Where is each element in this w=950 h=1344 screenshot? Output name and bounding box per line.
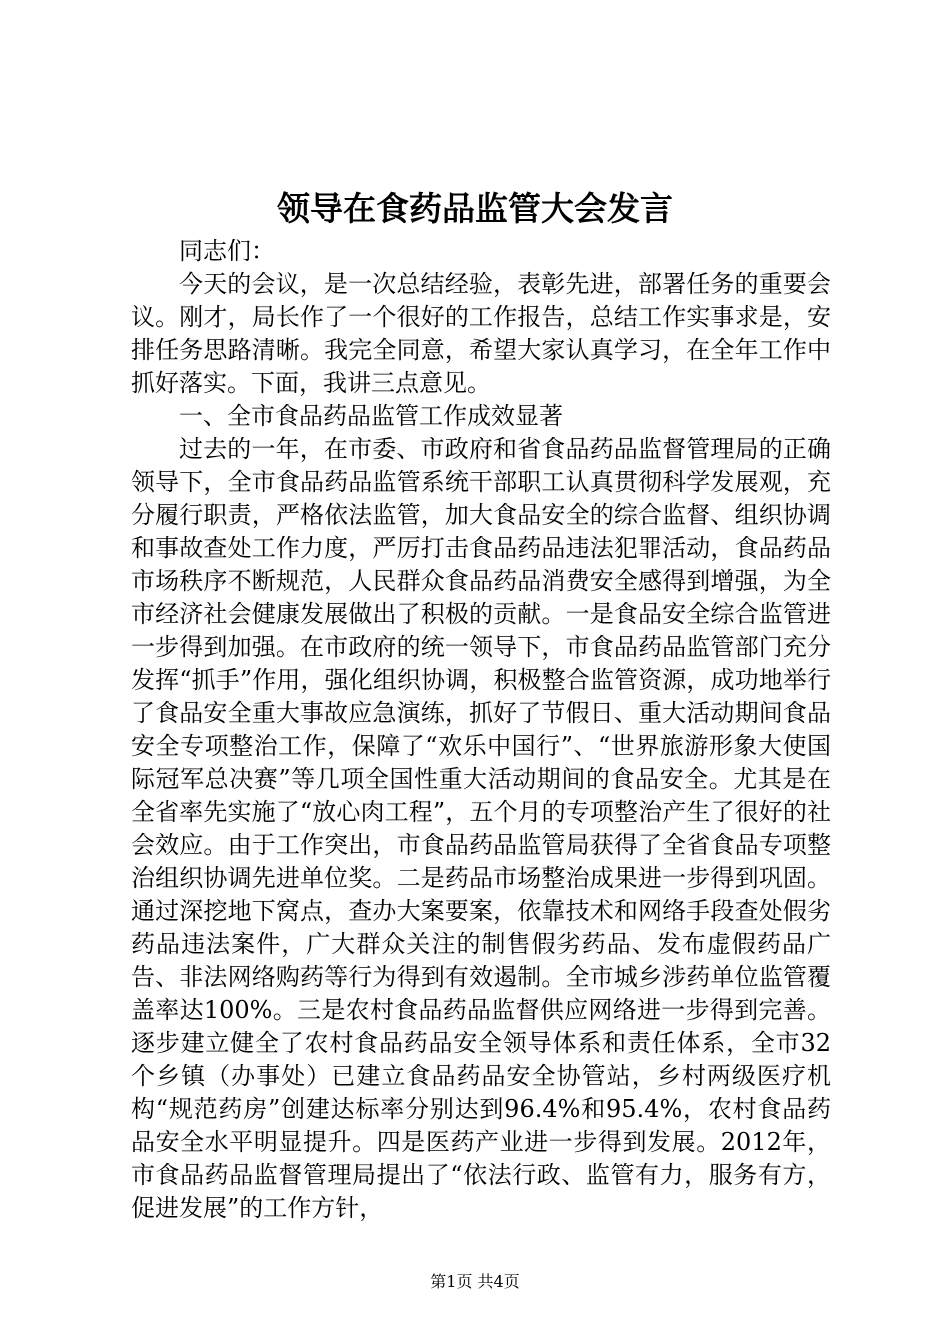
intro-paragraph: 今天的会议，是一次总结经验，表彰先进，部署任务的重要会议。刚才，局长作了一个很好的工作报告，总结工作实事求是，安排任务思路清晰。我完全同意，希望大家认真学习，在全年工作中抓好落实。下面，我讲三点意见。 — [131, 270, 831, 397]
document-body — [131, 235, 831, 1225]
section-heading: 一、全市食品药品监管工作成效显著 — [179, 402, 563, 430]
document-title: 领导在食药品监管大会发言 — [277, 189, 673, 228]
salutation-paragraph: 同志们： — [179, 237, 275, 265]
page-footer: 第1页 共4页 — [430, 1272, 520, 1291]
body-paragraph: 过去的一年，在市委、市政府和省食品药品监督管理局的正确领导下，全市食品药品监管系统干部职工认真贯彻科学发展观，充分履行职责，严格依法监管，加大食品安全的综合监督、组织协调和事故查处工作力度，严厉打击食品药品违法犯罪活动，食品药品市场秩序不断规范，人民群众食品药品消费安全感得到增强，为全市经济社会健康发展做出了积极的贡献。一是食品安全综合监管进一步得到加强。在市政府的统一领导下，市食品药品监管部门充分发挥“抓手”作用，强化组织协调，积极整合监管资源，成功地举行了食品安全重大事故应急演练，抓好了节假日、重大活动期间食品安全专项整治工作，保障了“欢乐中国行”、“世界旅游形象大使国际冠军总决赛”等几项全国性重大活动期间的食品安全。尤其是在全省率先实施了“放心肉工程”，五个月的专项整治产生了很好的社会效应。由于工作突出，市食品药品监管局获得了全省食品专项整治组织协调先进单位奖。二是药品市场整治成果进一步得到巩固。通过深挖地下窝点，查办大案要案，依靠技术和网络手段查处假劣药品违法案件，广大群众关注的制售假劣药品、发布虚假药品广告、非法网络购药等行为得到有效遏制。全市城乡涉药单位监管覆盖率达100%。三是农村食品药品监督供应网络进一步得到完善。逐步建立健全了农村食品药品安全领导体系和责任体系，全市32个乡镇（办事处）已建立食品药品安全协管站，乡村两级医疗机构“规范药房”创建达标率分别达到96.4%和95.4%，农村食品药品安全水平明显提升。四是医药产业进一步得到发展。2012年，市食品药品监督管理局提出了“依法行政、监管有力，服务有方，促进发展”的工作方针， — [131, 435, 831, 1222]
